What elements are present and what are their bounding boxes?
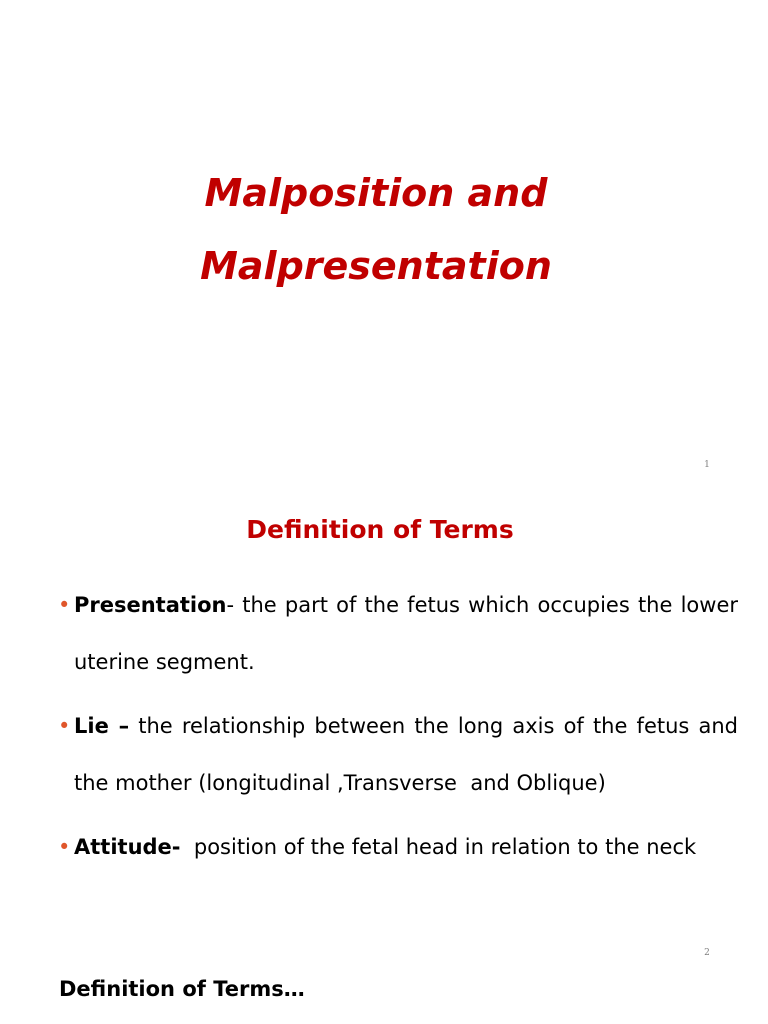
- definition-lie: [58, 698, 745, 812]
- definition-attitude: [58, 819, 738, 876]
- term-presentation: Presentation: [74, 593, 227, 617]
- definition-of-terms-heading: Definition of Terms: [246, 515, 514, 544]
- definition-presentation: [58, 577, 738, 691]
- bullet-icon: •: [58, 714, 71, 738]
- slide-title-line-1: Malposition and: [204, 171, 548, 215]
- definition-of-terms-continued-heading: Definition of Terms…: [59, 977, 305, 1001]
- slide-title-line-2: Malpresentation: [200, 244, 552, 288]
- definition-presentation-text: - the part of the fetus which occupies the lower uterine segment.: [74, 593, 738, 674]
- definition-lie-text: the relationship between the long axis of the fetus and the mother (longitudinal ,Transverse and Oblique): [74, 714, 745, 795]
- definition-attitude-text: position of the fetal head in relation to the neck: [180, 835, 697, 859]
- term-lie: Lie –: [74, 714, 130, 738]
- definitions-list: [58, 577, 745, 883]
- term-attitude: Attitude-: [74, 835, 181, 859]
- page-number-1: 1: [704, 460, 710, 470]
- bullet-icon: •: [58, 593, 71, 617]
- bullet-icon: •: [58, 835, 71, 859]
- page-number-2: 2: [704, 948, 710, 958]
